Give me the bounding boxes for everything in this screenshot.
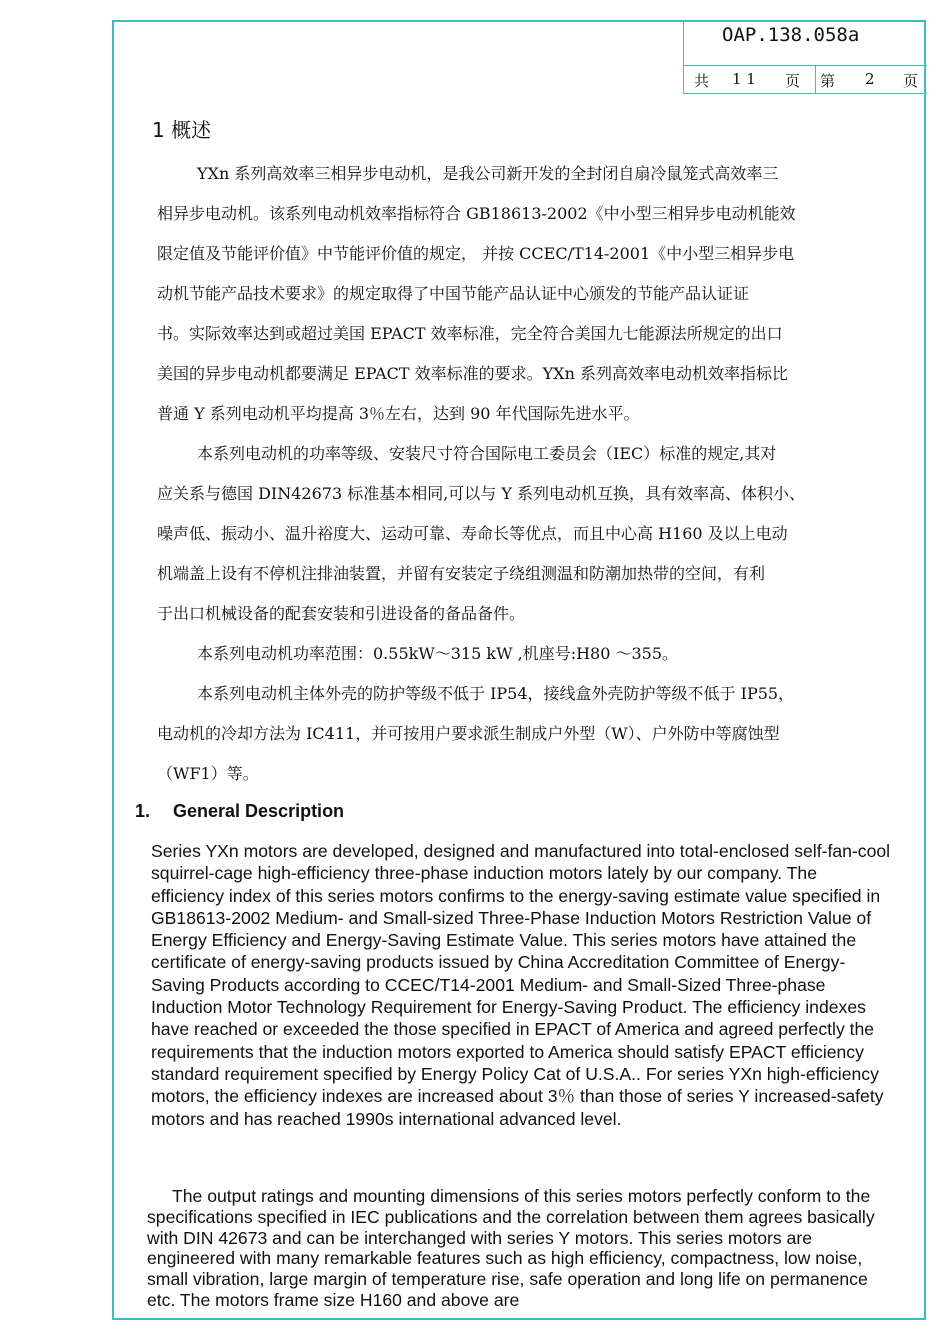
- cn-line: 限定值及节能评价值》中节能评价值的规定， 并按 CCEC/T14-2001《中小型三相异步电: [157, 244, 795, 263]
- page-number: 2: [865, 70, 875, 88]
- en-paragraph-1: Series YXn motors are developed, designed and manufactured into total-enclosed self-fan-cool squirrel-cage high-efficiency three-phase induction motors lately by our company. The efficiency index of this series motors confirms to the energy-saving estimate value specified in GB18613-2002 Medium- and Small-sized Three-Phase Induction Motors Restriction Value of Energy Efficiency and Energy-Saving Estimate Value. This series motors have attained the certificate of energy-saving products issued by China Accreditation Committee of Energy-Saving Products according to CCEC/T14-2001 Medium- and Small-Sized Three-phase Induction Motor Technology Requirement for Energy-Saving Product. The efficiency indexes have reached or exceeded the those specified in EPACT of America and agreed perfectly the requirements that the induction motors exported to America should satisfy EPACT efficiency standard requirement specified by Energy Policy Cat of U.S.A.. For series YXn high-efficiency motors, the efficiency indexes are increased about 3％ than those of series Y increased-safety motors and has reached 1990s international advanced level.: [151, 841, 891, 1129]
- en-paragraph-2: The output ratings and mounting dimensions of this series motors perfectly conform to the specifications specified in IEC publications and the correlation between them agrees basically with DIN 42673 and can be interchanged with series Y motors. This series motors are engineered with many remarkable features such as high efficiency, compactness, low noise, small vibration, large margin of temperature rise, safe operation and long life on permanence etc. The motors frame size H160 and above are: [147, 1186, 875, 1310]
- total-pages: 1 1: [732, 70, 756, 88]
- total-label: 共: [694, 72, 710, 90]
- cn-paragraph-1: [157, 154, 887, 794]
- header-divider: [815, 66, 816, 94]
- page-unit-1: 页: [785, 72, 801, 90]
- document-code: OAP.138.058a: [684, 20, 927, 66]
- cn-line: 本系列电动机功率范围：0.55kW～315 kW ,机座号:H80 ～355。: [197, 644, 679, 663]
- section-number: 1.: [135, 801, 151, 821]
- page-unit-2: 页: [903, 72, 919, 90]
- cn-line: 相异步电动机。该系列电动机效率指标符合 GB18613-2002《中小型三相异步电动机能效: [157, 204, 796, 223]
- cn-line: 于出口机械设备的配套安装和引进设备的备品备件。: [157, 604, 526, 623]
- cn-line: 本系列电动机的功率等级、安装尺寸符合国际电工委员会（IEC）标准的规定,其对: [197, 444, 777, 463]
- cn-line: 普通 Y 系列电动机平均提高 3％左右，达到 90 年代国际先进水平。: [157, 404, 640, 423]
- cn-line: 噪声低、振动小、温升裕度大、运动可靠、寿命长等优点，而且中心高 H160 及以上电动: [157, 524, 788, 543]
- cn-line: （WF1）等。: [157, 764, 259, 783]
- cn-line: 电动机的冷却方法为 IC411，并可按用户要求派生制成户外型（W）、户外防中等腐蚀型: [157, 724, 780, 743]
- section-heading-cn: 1 概述: [152, 118, 212, 142]
- header-box: [683, 20, 926, 94]
- cn-line: 美国的异步电动机都要满足 EPACT 效率标准的要求。YXn 系列高效率电动机效率指标比: [157, 364, 788, 383]
- cn-line: 本系列电动机主体外壳的防护等级不低于 IP54，接线盒外壳防护等级不低于 IP55，: [197, 684, 795, 703]
- cn-line: 动机节能产品技术要求》的规定取得了中国节能产品认证中心颁发的节能产品认证证: [157, 284, 750, 303]
- cn-line: 应关系与德国 DIN42673 标准基本相同,可以与 Y 系列电动机互换，具有效率高、体积小、: [157, 484, 806, 503]
- section-title: General Description: [173, 801, 345, 821]
- section-heading-en: [135, 801, 344, 822]
- cn-line: YXn 系列高效率三相异步电动机，是我公司新开发的全封闭自扇冷鼠笼式高效率三: [197, 164, 779, 183]
- page-label: 第: [820, 72, 836, 90]
- cn-line: 机端盖上设有不停机注排油装置，并留有安装定子绕组测温和防潮加热带的空间，有利: [157, 564, 766, 583]
- page-counter-row: [684, 66, 927, 94]
- cn-line: 书。实际效率达到或超过美国 EPACT 效率标准，完全符合美国九七能源法所规定的出口: [157, 324, 783, 343]
